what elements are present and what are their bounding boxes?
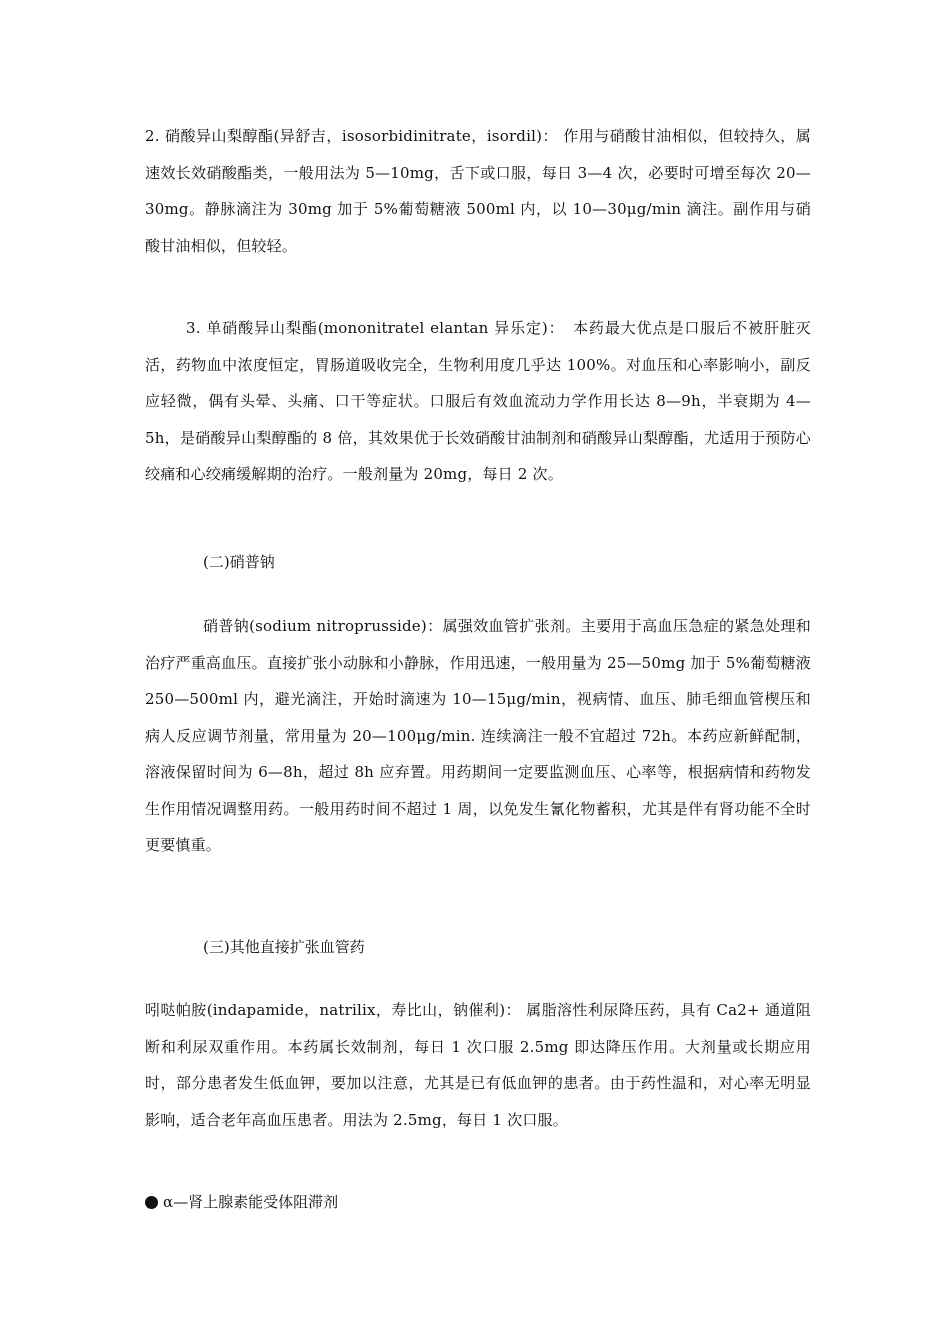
bullet-dot-icon <box>145 1196 158 1209</box>
paragraph-indapamide: 吲哒帕胺(indapamide，natrilix，寿比山，钠催利)： 属脂溶性利尿降压药，具有 Ca2+ 通道阻断和利尿双重作用。本药属长效制剂，每日 1 次口服 2.5mg 即达降压作用。大剂量或长期应用时，部分患者发生低血钾，要加以注意，尤其是已有低血钾的患者。由于药性温和，对心率无明显影响，适合老年高血压患者。用法为 2.5mg，每日 1 次口服。 <box>145 1001 811 1129</box>
bullet-alpha-blockers-label: α—肾上腺素能受体阻滞剂 <box>163 1193 339 1211</box>
bullet-alpha-blockers <box>145 1190 811 1214</box>
paragraph-isosorbide-dinitrate: 2. 硝酸异山梨醇酯(异舒吉，isosorbidinitrate，isordil)： 作用与硝酸甘油相似，但较持久，属速效长效硝酸酯类，一般用法为 5—10mg，舌下或口服，每日 3—4 次，必要时可增至每次 20—30mg。静脉滴注为 30mg 加于 5%葡萄糖液 500ml 内，以 10—30μg/min 滴注。副作用与硝酸甘油相似，但较轻。 <box>145 127 811 255</box>
heading-nitroprusside: (二)硝普钠 <box>203 553 275 571</box>
paragraph-nitroprusside: 硝普钠(sodium nitroprusside)：属强效血管扩张剂。主要用于高血压急症的紧急处理和治疗严重高血压。直接扩张小动脉和小静脉，作用迅速，一般用量为 25—50mg 加于 5%葡萄糖液 250—500ml 内，避光滴注，开始时滴速为 10—15μg/min，视病情、血压、肺毛细血管楔压和病人反应调节剂量，常用量为 20—100μg/min. 连续滴注一般不宜超过 72h。本药应新鲜配制，溶液保留时间为 6—8h，超过 8h 应弃置。用药期间一定要监测血压、心率等，根据病情和药物发生作用情况调整用药。一般用药时间不超过 1 周，以免发生氰化物蓄积，尤其是伴有肾功能不全时更要慎重。 <box>145 617 811 854</box>
paragraph-isosorbide-mononitrate: 3. 单硝酸异山梨酯(mononitratel elantan 异乐定)： 本药最大优点是口服后不被肝脏灭活，药物血中浓度恒定，胃肠道吸收完全，生物利用度几乎达 100%。对血压和心率影响小，副反应轻微，偶有头晕、头痛、口干等症状。口服后有效血流动力学作用长达 8—9h，半衰期为 4—5h，是硝酸异山梨醇酯的 8 倍，其效果优于长效硝酸甘油制剂和硝酸异山梨醇酯，尤适用于预防心绞痛和心绞痛缓解期的治疗。一般剂量为 20mg，每日 2 次。 <box>145 319 811 483</box>
heading-other-vasodilators: (三)其他直接扩张血管药 <box>203 938 365 956</box>
